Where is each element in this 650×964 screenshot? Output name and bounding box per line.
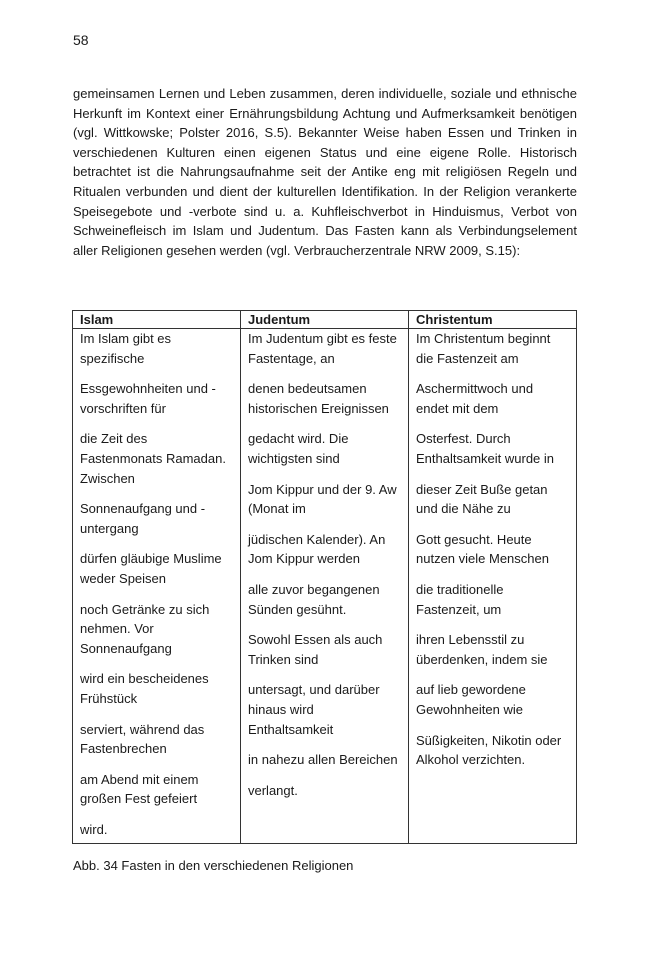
cell-line: alle zuvor begangenen Sünden gesühnt. [248, 581, 380, 617]
cell-christentum [409, 329, 577, 844]
page-number: 58 [73, 32, 89, 48]
header-islam: Islam [73, 311, 241, 329]
cell-line: Osterfest. Durch Enthaltsamkeit wurde in [416, 431, 555, 466]
cell-line: Sowohl Essen als auch Trinken sind [248, 632, 383, 667]
cell-line: Im Christentum beginnt die Fastenzeit am [416, 331, 551, 366]
header-judentum: Judentum [241, 311, 409, 329]
cell-line: untersagt, und darüber hinaus wird Enthaltsamkeit [248, 682, 380, 737]
cell-line: die Zeit des Fastenmonats Ramadan. Zwischen [80, 431, 226, 486]
cell-line: dürfen gläubige Muslime weder Speisen [80, 551, 222, 586]
cell-line: die traditionelle Fastenzeit, um [416, 581, 504, 617]
cell-line: ihren Lebensstil zu überdenken, indem sie [416, 632, 548, 667]
figure-caption: Abb. 34 Fasten in den verschiedenen Religionen [73, 858, 354, 873]
cell-line: dieser Zeit Buße getan und die Nähe zu [416, 481, 548, 517]
fasting-table [72, 310, 577, 844]
table-header-row [73, 311, 577, 329]
cell-line: Aschermittwoch und endet mit dem [416, 381, 534, 416]
table-row [73, 329, 577, 844]
cell-line: verlangt. [248, 782, 298, 798]
cell-line: Essgewohnheiten und -vorschriften für [80, 381, 216, 416]
cell-line: jüdischen Kalender). An Jom Kippur werden [248, 531, 386, 567]
cell-line: wird. [80, 821, 108, 837]
cell-line: Im Islam gibt es spezifische [80, 331, 172, 366]
cell-line: Sonnenaufgang und -untergang [80, 501, 206, 536]
cell-line: noch Getränke zu sich nehmen. Vor Sonnenaufgang [80, 601, 210, 656]
header-christentum: Christentum [409, 311, 577, 329]
cell-islam [73, 329, 241, 844]
cell-line: Süßigkeiten, Nikotin oder Alkohol verzichten. [416, 732, 562, 768]
cell-line: am Abend mit einem großen Fest gefeiert [80, 771, 199, 807]
cell-line: denen bedeutsamen historischen Ereignissen [248, 381, 389, 416]
cell-line: Gott gesucht. Heute nutzen viele Menschen [416, 531, 549, 567]
cell-line: serviert, während das Fastenbrechen [80, 721, 205, 757]
cell-line: Im Judentum gibt es feste Fastentage, an [248, 331, 397, 366]
cell-line: Jom Kippur und der 9. Aw (Monat im [248, 481, 397, 517]
cell-judentum [241, 329, 409, 844]
cell-line: gedacht wird. Die wichtigsten sind [248, 431, 349, 466]
cell-line: in nahezu allen Bereichen [248, 752, 398, 768]
cell-line: auf lieb gewordene Gewohnheiten wie [416, 682, 526, 717]
cell-line: wird ein bescheidenes Frühstück [80, 671, 209, 706]
body-paragraph: gemeinsamen Lernen und Leben zusammen, deren individuelle, soziale und ethnische Herkunft im Kontext einer Ernährungsbildung Achtung und Aufmerksamkeit benötigen (vgl. Wittkowske; Polster 2016, S.5). Bekannter Weise haben Essen und Trinken in verschiedenen Kulturen einen eigenen Status und eine eigene Rolle. Historisch betrachtet ist die Nahrungsaufnahme seit der Antike eng mit religiösen Regeln und Ritualen verbunden und dient der kulturellen Identifikation. In der Religion verankerte Speisegebote und -verbote sind u. a. Kuhfleischverbot in Hinduismus, Verbot von Schweinefleisch im Islam und Judentum. Das Fasten kann als Verbindungselement aller Religionen gesehen werden (vgl. Verbraucherzentrale NRW 2009, S.15): [73, 86, 577, 258]
